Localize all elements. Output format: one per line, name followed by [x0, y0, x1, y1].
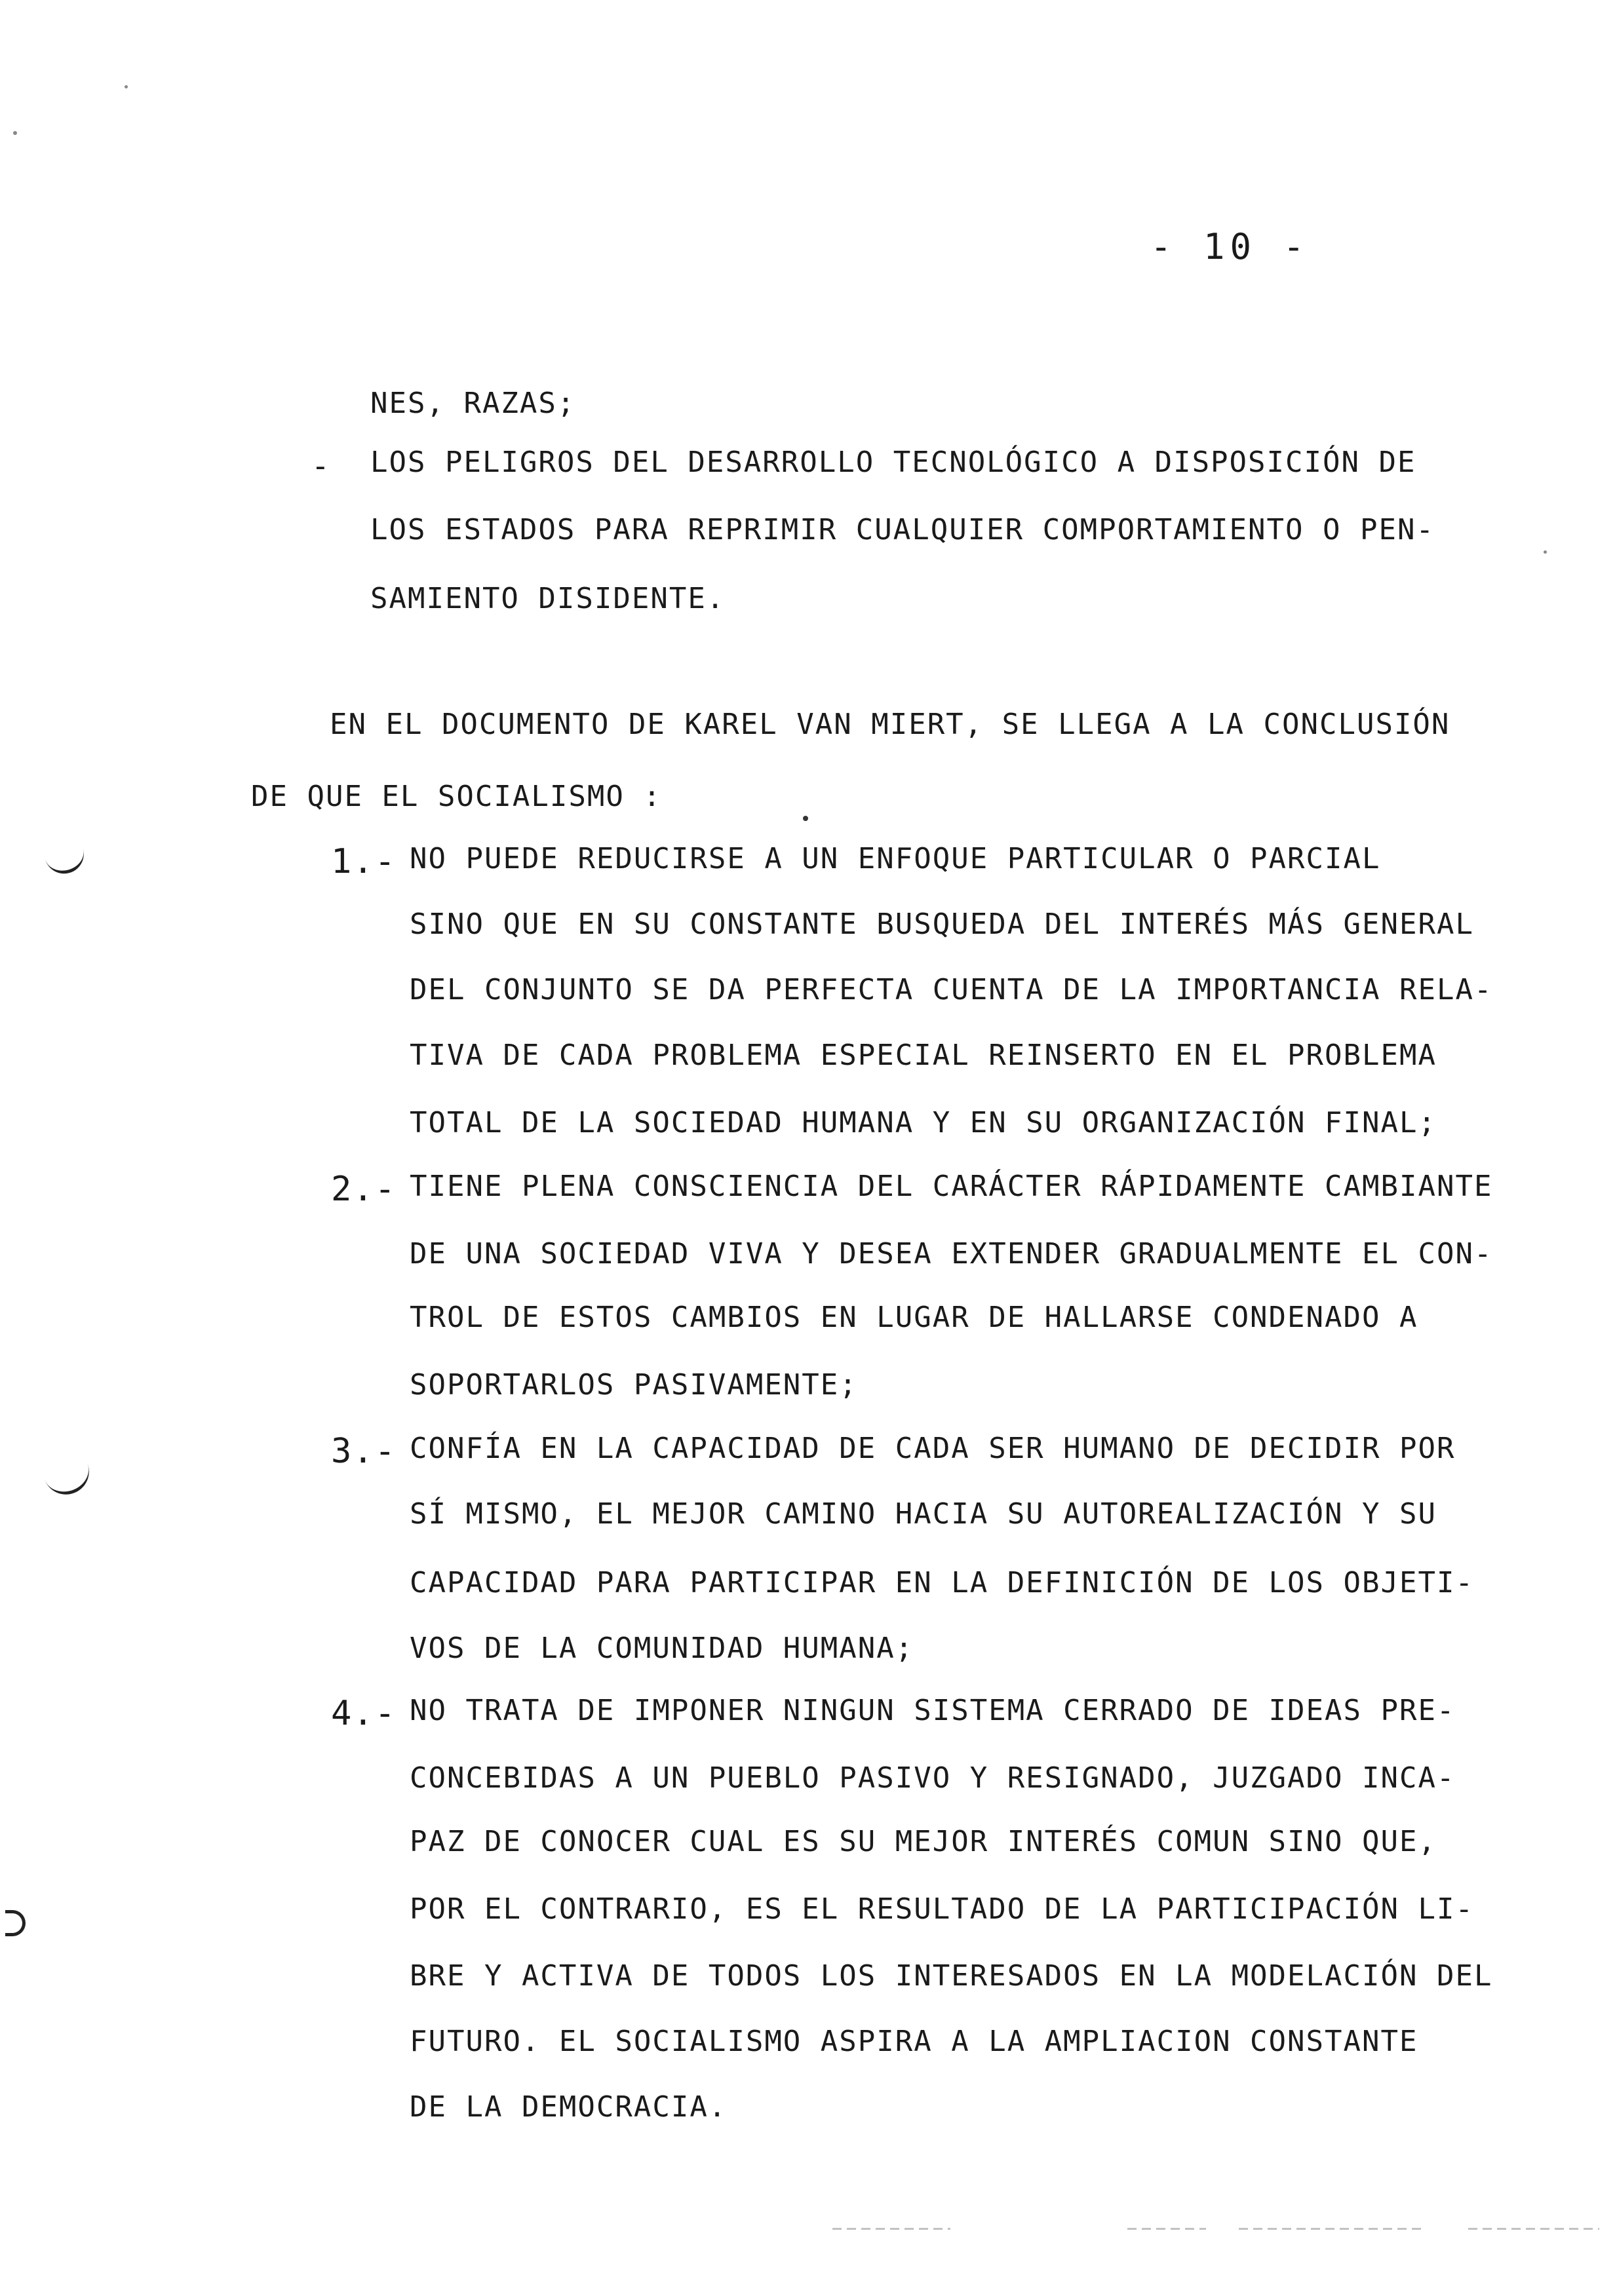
- punch-hole-mark: [5, 1910, 26, 1936]
- item-line: BRE Y ACTIVA DE TODOS LOS INTERESADOS EN LA MODELACIÓN DEL: [410, 1959, 1493, 1993]
- item-line: CONFÍA EN LA CAPACIDAD DE CADA SER HUMANO DE DECIDIR POR: [410, 1432, 1456, 1465]
- scan-speck: [803, 816, 808, 821]
- item-line: PAZ DE CONOCER CUAL ES SU MEJOR INTERÉS COMUN SINO QUE,: [410, 1825, 1437, 1858]
- text-line: LOS ESTADOS PARA REPRIMIR CUALQUIER COMPORTAMIENTO O PEN-: [370, 513, 1435, 546]
- item-line: TOTAL DE LA SOCIEDAD HUMANA Y EN SU ORGANIZACIÓN FINAL;: [410, 1106, 1437, 1139]
- scan-line-artifact: [1468, 2228, 1599, 2230]
- item-line: NO PUEDE REDUCIRSE A UN ENFOQUE PARTICULAR O PARCIAL: [410, 842, 1381, 875]
- item-line: SOPORTARLOS PASIVAMENTE;: [410, 1368, 858, 1402]
- paragraph-line: DE QUE EL SOCIALISMO :: [251, 780, 662, 813]
- item-line: DE LA DEMOCRACIA.: [410, 2090, 728, 2124]
- item-number: 4.-: [331, 1694, 397, 1733]
- item-line: VOS DE LA COMUNIDAD HUMANA;: [410, 1632, 914, 1665]
- item-line: SÍ MISMO, EL MEJOR CAMINO HACIA SU AUTOREALIZACIÓN Y SU: [410, 1497, 1437, 1531]
- item-number: 2.-: [331, 1170, 397, 1209]
- item-line: POR EL CONTRARIO, ES EL RESULTADO DE LA PARTICIPACIÓN LI-: [410, 1892, 1474, 1926]
- item-line: NO TRATA DE IMPONER NINGUN SISTEMA CERRADO DE IDEAS PRE-: [410, 1694, 1456, 1727]
- item-line: TIENE PLENA CONSCIENCIA DEL CARÁCTER RÁPIDAMENTE CAMBIANTE: [410, 1170, 1493, 1203]
- item-number: 1.-: [331, 842, 397, 881]
- item-line: CONCEBIDAS A UN PUEBLO PASIVO Y RESIGNADO, JUZGADO INCA-: [410, 1761, 1456, 1795]
- text-line: NES, RAZAS;: [370, 387, 576, 420]
- scan-speck: [13, 131, 17, 135]
- item-line: FUTURO. EL SOCIALISMO ASPIRA A LA AMPLIACION CONSTANTE: [410, 2025, 1418, 2058]
- list-bullet: -: [311, 448, 330, 484]
- item-line: TIVA DE CADA PROBLEMA ESPECIAL REINSERTO EN EL PROBLEMA: [410, 1039, 1437, 1072]
- scan-speck: [125, 85, 128, 88]
- paragraph-line: EN EL DOCUMENTO DE KAREL VAN MIERT, SE LLEGA A LA CONCLUSIÓN: [330, 708, 1450, 741]
- item-line: DE UNA SOCIEDAD VIVA Y DESEA EXTENDER GRADUALMENTE EL CON-: [410, 1237, 1493, 1271]
- scan-line-artifact: [832, 2228, 950, 2230]
- punch-hole-mark: [43, 841, 88, 878]
- item-line: TROL DE ESTOS CAMBIOS EN LUGAR DE HALLARSE CONDENADO A: [410, 1301, 1418, 1334]
- scan-line-artifact: [1127, 2228, 1206, 2230]
- item-line: CAPACIDAD PARA PARTICIPAR EN LA DEFINICIÓN DE LOS OBJETI-: [410, 1566, 1474, 1599]
- item-number: 3.-: [331, 1432, 397, 1471]
- text-line: LOS PELIGROS DEL DESARROLLO TECNOLÓGICO A DISPOSICIÓN DE: [370, 446, 1416, 479]
- page-number: - 10 -: [1150, 226, 1310, 267]
- item-line: SINO QUE EN SU CONSTANTE BUSQUEDA DEL INTERÉS MÁS GENERAL: [410, 908, 1474, 941]
- text-line: SAMIENTO DISIDENTE.: [370, 582, 726, 615]
- scan-speck: [1544, 550, 1547, 554]
- punch-hole-mark: [42, 1457, 95, 1501]
- item-line: DEL CONJUNTO SE DA PERFECTA CUENTA DE LA IMPORTANCIA RELA-: [410, 973, 1493, 1006]
- scan-line-artifact: [1239, 2228, 1422, 2230]
